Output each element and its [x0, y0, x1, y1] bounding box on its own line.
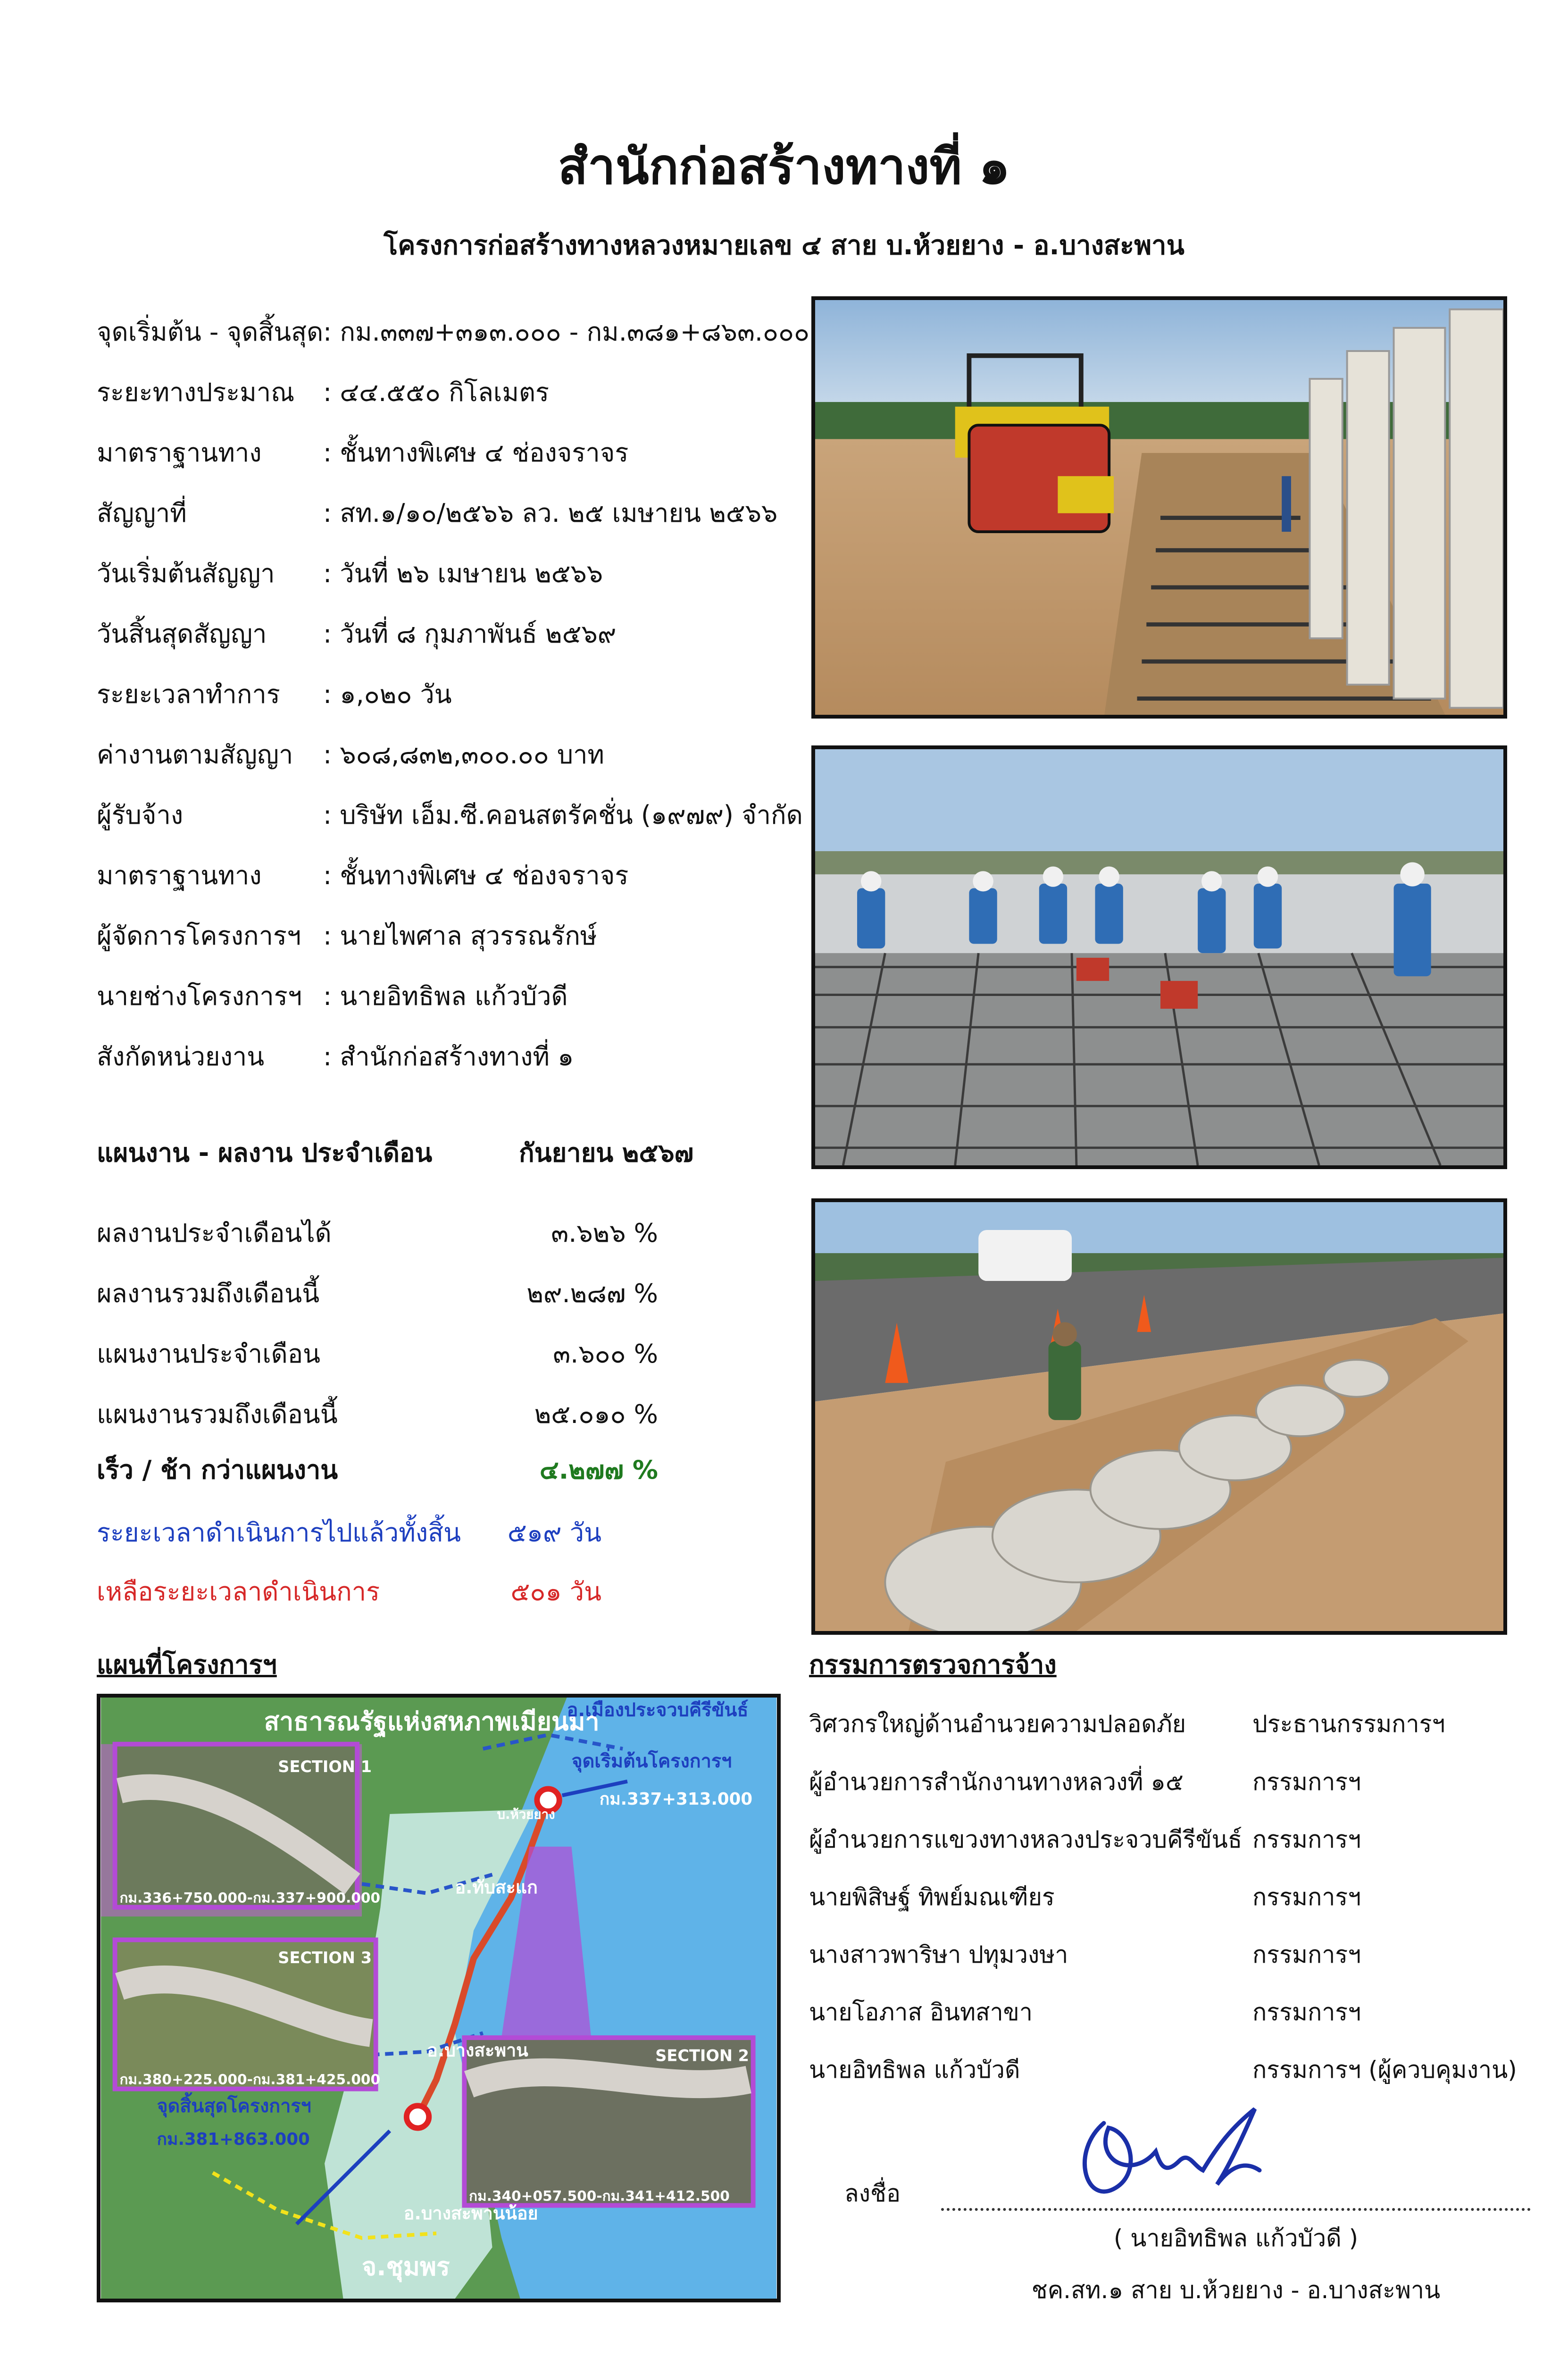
info-value: : นายอิทธิพล แก้วบัวดี [323, 981, 568, 1011]
info-label: สัญญาที่ [97, 498, 187, 528]
signer-name: ( นายอิทธิพล แก้วบัวดี ) [1113, 2225, 1359, 2252]
info-label: วันเริ่มต้นสัญญา [97, 559, 275, 588]
committee-role: กรรมการฯ [1252, 1768, 1361, 1796]
info-label: ค่างานตามสัญญา [97, 740, 293, 770]
section-km: กม.340+057.500-กม.341+412.500 [469, 2188, 730, 2204]
progress-value: ๒๕.๐๑๐ % [534, 1399, 658, 1429]
photo-road-roller [811, 296, 1507, 719]
elapsed-value: ๕๑๙ วัน [507, 1518, 601, 1548]
map-town-huaiyang: บ.ห้วยยาง [497, 1806, 555, 1822]
map-town-bangsaphannoi: อ.บางสะพานน้อย [403, 2203, 538, 2224]
info-value: : ๑,๐๒๐ วัน [323, 679, 452, 709]
committee-member [809, 1994, 1517, 2032]
info-label: ระยะทางประมาณ [97, 377, 295, 407]
info-value: : สท.๑/๑๐/๒๕๖๖ ลว. ๒๕ เมษายน ๒๕๖๖ [323, 498, 778, 528]
committee-role: กรรมการฯ [1252, 1999, 1361, 2026]
map-town-bangsaphan: อ.บางสะพาน [427, 2040, 528, 2061]
committee-role: กรรมการฯ [1252, 1826, 1361, 1853]
committee-role: กรรมการฯ (ผู้ควบคุมงาน) [1252, 2056, 1517, 2083]
remaining-row [97, 1571, 710, 1609]
page-title: สำนักก่อสร้างทางที่ ๑ [558, 138, 1010, 195]
info-label: นายช่างโครงการฯ [97, 981, 302, 1011]
info-label: มาตราฐานทาง [97, 438, 262, 468]
committee-name: ผู้อำนวยการสำนักงานทางหลวงที่ ๑๕ [809, 1768, 1184, 1796]
section-title: SECTION 3 [278, 1948, 372, 1967]
elapsed-row [97, 1512, 710, 1550]
progress-row [97, 1333, 710, 1371]
progress-value: ๓.๖๒๖ % [551, 1218, 658, 1248]
map-country-label: สาธารณรัฐแห่งสหภาพเมียนมา [264, 1707, 600, 1737]
committee-role: กรรมการฯ [1252, 1941, 1361, 1968]
elapsed-label: ระยะเวลาดำเนินการไปแล้วทั้งสิ้น [97, 1518, 461, 1548]
info-value: : ชั้นทางพิเศษ ๔ ช่องจราจร [323, 438, 629, 468]
progress-ahead-row [97, 1449, 710, 1487]
sign-label: ลงชื่อ [844, 2180, 901, 2207]
committee-name: ผู้อำนวยการแขวงทางหลวงประจวบคีรีขันธ์ [809, 1826, 1243, 1853]
map-start-km: กม.337+313.000 [599, 1790, 753, 1809]
info-value: : วันที่ ๒๖ เมษายน ๒๕๖๖ [323, 559, 603, 588]
progress-month: กันยายน ๒๕๖๗ [519, 1138, 694, 1168]
map-canvas [100, 1698, 777, 2299]
info-label: ระยะเวลาทำการ [97, 679, 280, 709]
project-map[interactable] [97, 1694, 781, 2302]
progress-label: แผนงานรวมถึงเดือนนี้ [97, 1399, 338, 1429]
info-label: มาตราฐานทาง [97, 861, 262, 890]
info-value: : นายไพศาล สุวรรณรักษ์ [323, 921, 597, 951]
info-label: สังกัดหน่วยงาน [97, 1042, 265, 1071]
committee-name: วิศวกรใหญ่ด้านอำนวยความปลอดภัย [809, 1710, 1186, 1738]
committee-member [809, 1821, 1517, 1859]
info-value: : วันที่ ๘ กุมภาพันธ์ ๒๕๖๙ [323, 619, 617, 649]
info-label: จุดเริ่มต้น - จุดสิ้นสุด [97, 317, 324, 347]
road-roller-image [815, 300, 1503, 715]
map-town-thapsakae: อ.ทับสะแก [455, 1876, 538, 1898]
progress-row [97, 1213, 710, 1250]
committee-member [809, 2051, 1517, 2089]
info-value: : บริษัท เอ็ม.ซี.คอนสตรัคชั่น (๑๙๗๙) จำกัด [323, 800, 803, 830]
concrete-work-image [815, 749, 1503, 1165]
photo-drainage-pipes [811, 1198, 1507, 1635]
progress-label: ผลงานรวมถึงเดือนนี้ [97, 1279, 320, 1308]
progress-heading: แผนงาน - ผลงาน ประจำเดือน [97, 1138, 433, 1168]
committee-member [809, 1936, 1517, 1974]
section-title: SECTION 2 [655, 2046, 750, 2065]
section-title: SECTION 1 [278, 1757, 372, 1776]
committee-heading: กรรมการตรวจการจ้าง [809, 1650, 1057, 1680]
info-value: : ๔๔.๕๕๐ กิโลเมตร [323, 377, 550, 407]
committee-role: กรรมการฯ [1252, 1883, 1361, 1911]
photo-concrete-work [811, 745, 1507, 1169]
progress-row [97, 1273, 710, 1311]
info-value: : ๖๐๘,๘๓๒,๓๐๐.๐๐ บาท [323, 740, 605, 770]
section-km: กม.380+225.000-กม.381+425.000 [119, 2071, 381, 2088]
info-label: วันสิ้นสุดสัญญา [97, 619, 267, 649]
map-heading: แผนที่โครงการฯ [97, 1650, 277, 1680]
section-km: กม.336+750.000-กม.337+900.000 [119, 1890, 381, 1906]
map-province-chumphon: จ.ชุมพร [362, 2251, 450, 2282]
remaining-value: ๕๐๑ วัน [510, 1577, 601, 1606]
progress-ahead-label: เร็ว / ช้า กว่าแผนงาน [97, 1455, 338, 1485]
map-province-label: อ.เมืองประจวบคีรีขันธ์ [567, 1699, 749, 1721]
info-value: : ชั้นทางพิเศษ ๔ ช่องจราจร [323, 861, 629, 890]
progress-label: ผลงานประจำเดือนได้ [97, 1218, 332, 1248]
project-subtitle: โครงการก่อสร้างทางหลวงหมายเลข ๔ สาย บ.ห้วยยาง - อ.บางสะพาน [384, 230, 1184, 261]
progress-label: แผนงานประจำเดือน [97, 1339, 321, 1369]
committee-member [809, 1706, 1517, 1743]
progress-value: ๓.๖๐๐ % [553, 1339, 658, 1369]
committee-name: นายอิทธิพล แก้วบัวดี [809, 2056, 1020, 2083]
map-end-km: กม.381+863.000 [157, 2130, 310, 2150]
progress-value: ๒๙.๒๘๗ % [526, 1279, 658, 1308]
info-label: ผู้รับจ้าง [97, 800, 183, 830]
info-value: : กม.๓๓๗+๓๑๓.๐๐๐ - กม.๓๘๑+๘๖๓.๐๐๐ [323, 317, 809, 347]
info-label: ผู้จัดการโครงการฯ [97, 921, 301, 951]
committee-name: นางสาวพาริษา ปทุมวงษา [809, 1941, 1068, 1968]
committee-name: นายโอภาส อินทสาขา [809, 1999, 1033, 2026]
remaining-label: เหลือระยะเวลาดำเนินการ [97, 1577, 380, 1606]
signer-position: ชค.สท.๑ สาย บ.ห้วยยาง - อ.บางสะพาน [1031, 2276, 1441, 2304]
signature-mark [1076, 2095, 1302, 2222]
map-start-label: จุดเริ่มต้นโครงการฯ [571, 1750, 732, 1773]
progress-ahead-value: ๔.๒๗๗ % [539, 1455, 658, 1485]
signature-line [941, 2208, 1531, 2211]
committee-role: ประธานกรรมการฯ [1252, 1710, 1445, 1738]
committee-member [809, 1764, 1517, 1801]
drainage-pipes-image [815, 1202, 1503, 1631]
committee-member [809, 1879, 1517, 1916]
progress-row [97, 1394, 710, 1431]
map-end-label: จุดสิ้นสุดโครงการฯ [157, 2095, 311, 2117]
info-value: : สำนักก่อสร้างทางที่ ๑ [323, 1042, 574, 1071]
committee-name: นายพิสิษฐ์ ทิพย์มณเฑียร [809, 1883, 1055, 1911]
